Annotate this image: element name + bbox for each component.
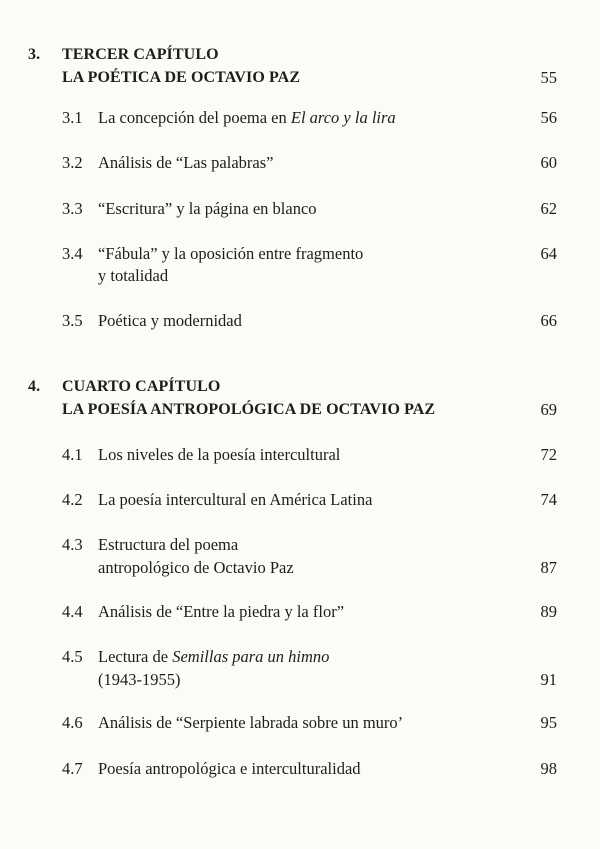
page-number: 87 — [540, 558, 557, 577]
section-title: La poesía intercultural en América Latina — [98, 490, 373, 509]
page-number: 62 — [540, 199, 557, 218]
section-title: Poesía antropológica e interculturalidad — [98, 759, 361, 778]
section-number: 3.5 — [62, 311, 83, 330]
page-number: 55 — [540, 68, 557, 87]
chapter-title-line1: TERCER CAPÍTULO — [62, 46, 219, 63]
section-title-text: Lectura de — [98, 647, 173, 666]
page-number: 74 — [540, 490, 557, 509]
page-number: 91 — [540, 670, 557, 689]
section-number: 3.4 — [62, 244, 83, 263]
section-title-italic: Semillas para un himno — [172, 647, 330, 666]
section-number: 4.3 — [62, 535, 83, 554]
section-title — [98, 647, 329, 667]
section-number: 4.2 — [62, 490, 83, 509]
page-number: 66 — [540, 311, 557, 330]
section-title: Estructura del poema — [98, 535, 239, 554]
chapter-number: 3. — [28, 46, 41, 63]
section-number: 4.5 — [62, 647, 83, 666]
section-number: 3.2 — [62, 153, 83, 172]
chapter-title-line2: LA POESÍA ANTROPOLÓGICA DE OCTAVIO PAZ — [62, 401, 436, 418]
section-title-italic: El arco y la lira — [290, 108, 396, 127]
page-number: 56 — [540, 108, 557, 127]
section-number: 4.6 — [62, 713, 83, 732]
section-number: 4.7 — [62, 759, 83, 778]
section-title: “Escritura” y la página en blanco — [98, 199, 317, 218]
chapter-title-line1: CUARTO CAPÍTULO — [62, 378, 221, 395]
section-title-text: La concepción del poema en — [98, 108, 291, 127]
page-number: 60 — [540, 153, 557, 172]
section-title: “Fábula” y la oposición entre fragmento — [98, 244, 364, 263]
section-title — [98, 108, 396, 128]
page-number: 69 — [540, 400, 557, 419]
chapter-number: 4. — [28, 378, 41, 395]
page-number: 95 — [540, 713, 557, 732]
section-title: Poética y modernidad — [98, 311, 242, 330]
section-number: 4.4 — [62, 602, 83, 621]
section-number: 4.1 — [62, 445, 83, 464]
section-number: 3.1 — [62, 108, 83, 127]
section-title: Los niveles de la poesía intercultural — [98, 445, 341, 464]
section-title: Análisis de “Serpiente labrada sobre un muro’ — [98, 713, 404, 732]
page-number: 64 — [540, 244, 557, 263]
page-number: 98 — [540, 759, 557, 778]
chapter-title-line2: LA POÉTICA DE OCTAVIO PAZ — [62, 69, 301, 86]
section-title-line2: y totalidad — [98, 266, 169, 285]
section-title: Análisis de “Entre la piedra y la flor” — [98, 602, 345, 621]
section-number: 3.3 — [62, 199, 83, 218]
section-title-line2: (1943-1955) — [98, 670, 181, 689]
page-number: 89 — [540, 602, 557, 621]
page-number: 72 — [540, 445, 557, 464]
section-title-line2: antropológico de Octavio Paz — [98, 558, 294, 577]
section-title: Análisis de “Las palabras” — [98, 153, 274, 172]
